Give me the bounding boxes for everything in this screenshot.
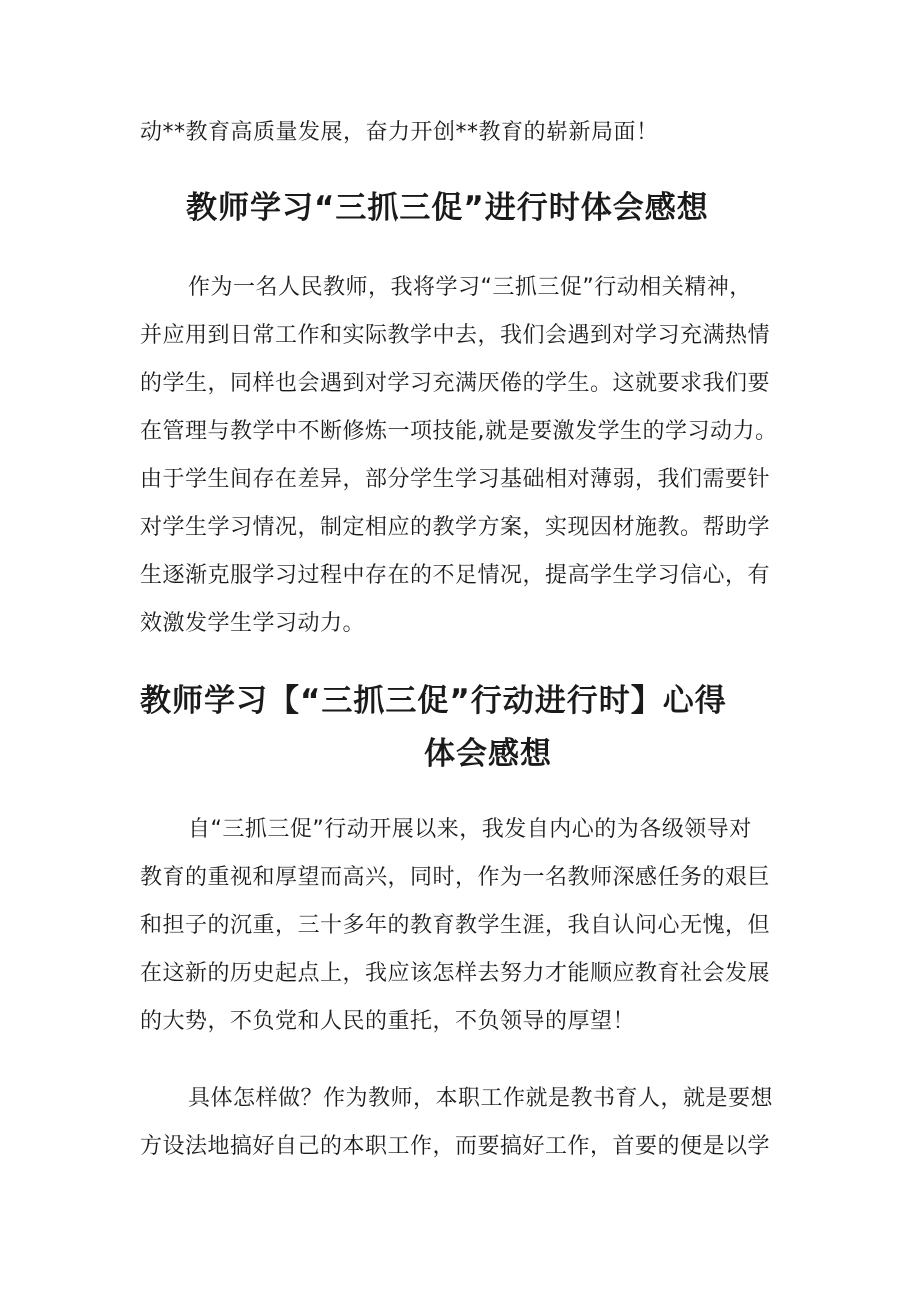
section2-title-line2: 体会感想 — [424, 736, 552, 772]
paragraph-line: 在管理与教学中不断修炼一项技能,就是要激发学生的学习动力。 — [140, 419, 778, 444]
paragraph-line: 在这新的历史起点上，我应该怎样去努力才能顺应教育社会发展 — [140, 961, 771, 986]
paragraph-line: 的学生，同样也会遇到对学习充满厌倦的学生。这就要求我们要 — [140, 371, 771, 396]
paragraph-line: 自“三抓三促”行动开展以来，我发自内心的为各级领导对 — [188, 817, 752, 842]
paragraph-line: 并应用到日常工作和实际教学中去，我们会遇到对学习充满热情 — [140, 323, 771, 348]
paragraph-line: 和担子的沉重，三十多年的教育教学生涯，我自认问心无愧，但 — [140, 913, 771, 938]
paragraph-line: 生逐渐克服学习过程中存在的不足情况，提高学生学习信心，有 — [140, 563, 771, 588]
paragraph-line: 教育的重视和厚望而高兴，同时，作为一名教师深感任务的艰巨 — [140, 865, 771, 890]
paragraph-line: 的大势，不负党和人民的重托，不负领导的厚望！ — [140, 1009, 636, 1034]
paragraph-line: 对学生学习情况，制定相应的教学方案，实现因材施教。帮助学 — [140, 515, 771, 540]
paragraph-line: 由于学生间存在差异，部分学生学习基础相对薄弱，我们需要针 — [140, 467, 771, 492]
paragraph-line: 效激发学生学习动力。 — [140, 611, 366, 636]
paragraph-line: 作为一名人民教师，我将学习“三抓三促”行动相关精神， — [188, 275, 752, 300]
paragraph-line: 具体怎样做？作为教师，本职工作就是教书育人，就是要想 — [188, 1086, 774, 1111]
section2-title-line1: 教师学习【“三抓三促”行动进行时】心得 — [140, 683, 727, 719]
paragraph-line: 方设法地搞好自己的本职工作，而要搞好工作，首要的便是以学 — [140, 1134, 771, 1159]
lead-line: 动**教育高质量发展，奋力开创**教育的崭新局面！ — [140, 120, 659, 145]
section1-title: 教师学习“三抓三促”进行时体会感想 — [186, 190, 709, 226]
